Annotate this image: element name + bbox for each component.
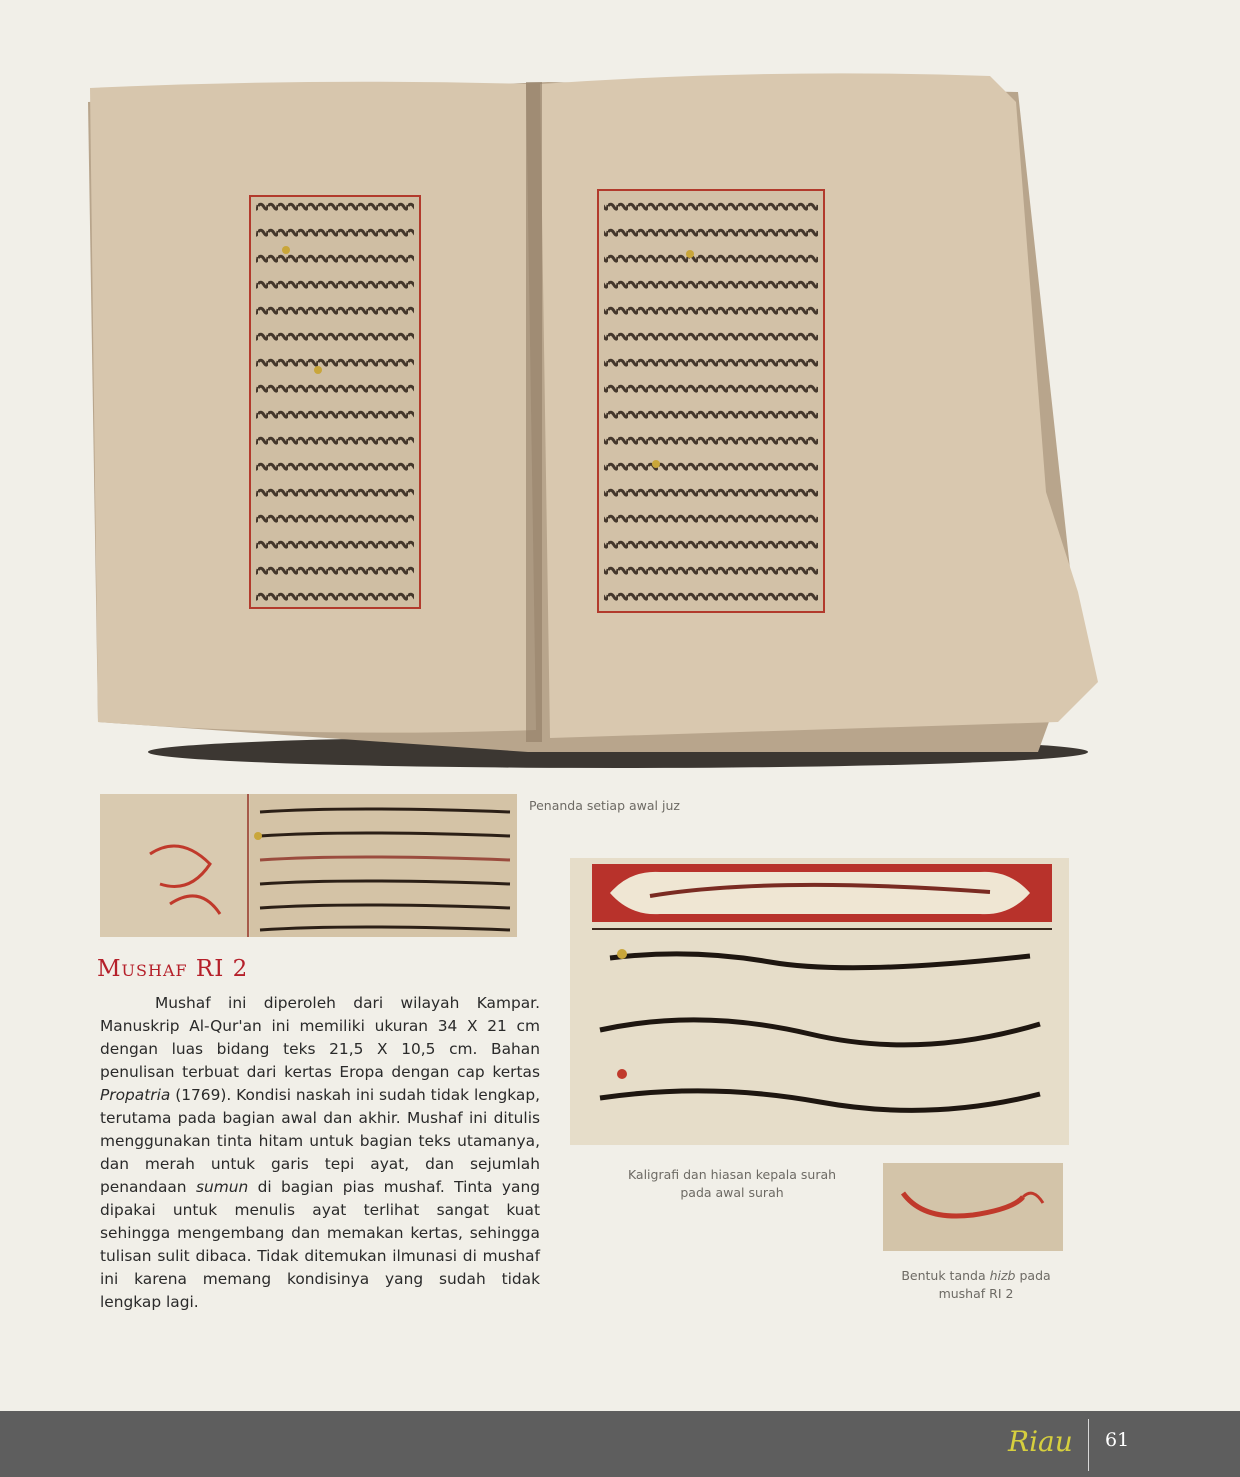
hizb-marker-photo [883,1163,1063,1251]
hizb-caption [870,1267,1082,1303]
manuscript-photo [78,62,1110,770]
calligraphy-caption [620,1166,844,1202]
calligraphy-caption-line2: pada awal surah [680,1185,784,1200]
footer-divider [1088,1419,1089,1471]
page-number: 61 [1105,1429,1130,1451]
juz-marker-photo [100,794,517,937]
article-paragraph: Mushaf ini diperoleh dari wilayah Kampar. Manuskrip Al-Qur'an ini memiliki ukuran 34 X 21 cm dengan luas bidang teks 21,5 X 10,5 cm. Bahan penulisan terbuat dari kertas Eropa dengan cap kertas Propatria (1769). Kondisi naskah ini sudah tidak lengkap, terutama pada bagian awal dan akhir. Mushaf ini ditulis menggunakan tinta hitam untuk bagian teks utamanya, dan merah untuk garis tepi ayat, dan sejumlah penandaan sumun di bagian pias mushaf. Tinta yang dipakai untuk menulis ayat terlihat sangat kuat sehingga mengembang dan memakan kertas, sehingga tulisan sulit dibaca. Tidak ditemukan ilmunasi di mushaf ini karena memang kondisinya yang sudah tidak lengkap lagi. [100,994,540,1311]
hizb-caption-line1: Bentuk tanda hizb pada [901,1268,1051,1283]
calligraphy-caption-line1: Kaligrafi dan hiasan kepala surah [627,1167,837,1182]
article-title: Mushaf RI 2 [97,956,249,982]
hizb-caption-line2: mushaf RI 2 [938,1286,1014,1301]
footer-brand: Riau [1008,1425,1073,1458]
juz-marker-caption: Penanda setiap awal juz [529,798,680,813]
calligraphy-photo [570,858,1069,1145]
article-body [100,992,540,1314]
page-footer [0,1411,1240,1477]
